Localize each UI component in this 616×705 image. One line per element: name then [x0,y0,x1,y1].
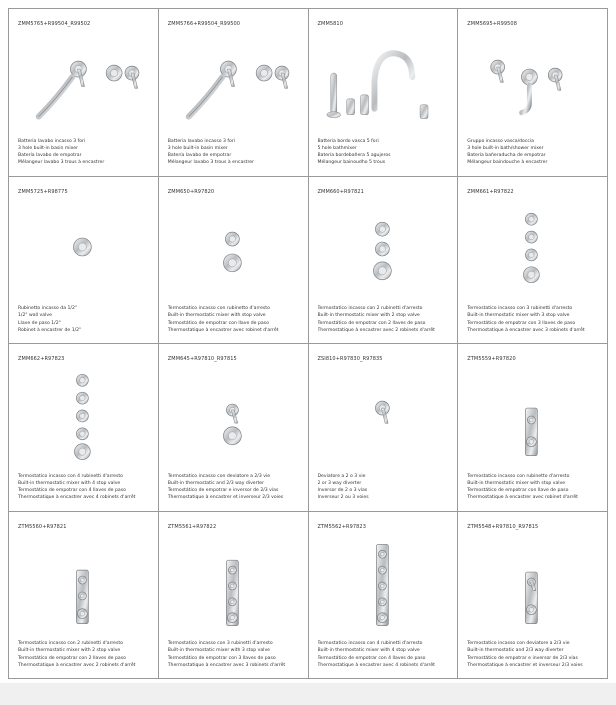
plate-thermostatic-2-valve-icon [9,536,158,628]
product-description [168,473,304,502]
concealed-bath-mixer-icon [458,33,607,125]
product-code: ZMM645+R97810_R97815 [167,356,237,362]
product-illustration [458,201,607,293]
product-code: ZTM5559+R97820 [467,356,516,362]
description-line: Termostatico incasso con 2 rubinetti d'arresto [317,306,423,312]
product-illustration [9,368,158,460]
description-line: Batería lavabo de empotrar [167,153,232,159]
thermostatic-diverter-icon [159,368,308,460]
description-line: Thermostatique à encastrer avec 3 robinets d'arrêt [167,662,286,668]
description-line: Built-in thermostatic mixer with stop valve [467,480,566,486]
description-line: Deviatore a 2 o 3 vie [317,473,366,479]
product-description [18,473,154,502]
description-line: 3 hole built-in bath/shower mixer [467,145,544,151]
product-description [318,473,454,502]
product-description [318,640,454,669]
deck-bath-mixer-5-hole-icon [309,33,458,125]
product-code: ZMM650+R97820 [167,188,215,195]
thermostatic-2-valve-icon [309,201,458,293]
description-line: Batería lavabo de empotrar [18,153,82,159]
description-line: Termostatico incasso con rubinetto d'arresto [167,306,270,312]
product-description [318,138,454,167]
product-description [18,305,154,334]
product-illustration [9,33,158,125]
product-description [168,138,304,167]
product-illustration [458,368,607,460]
description-line: Batería bañeraducha de empotrar [467,153,546,159]
product-code: ZMM5810 [317,21,343,27]
description-line: Built-in thermostatic mixer with 4 stop valve [18,480,121,486]
product-illustration [309,33,458,125]
product-cell [458,512,608,680]
product-illustration [458,536,607,628]
description-line: 3 hole built-in basin mixer [18,145,78,151]
description-line: 2 or 3 way diverter [317,480,362,486]
product-code: ZTM5561+R97822 [167,523,217,530]
description-line: Termostático de empotrar con 4 llaves de paso [317,655,426,661]
thermostatic-3-valve-icon [458,201,607,293]
description-line: Thermostatique à encastrer avec 2 robinets d'arrêt [18,662,136,668]
stop-valve-icon [9,201,158,293]
description-line: Built-in thermostatic mixer with 2 stop valve [317,313,420,319]
description-line: Termostático de empotrar e inversor de 2/3 vías [467,655,578,661]
product-illustration [9,536,158,628]
product-cell [159,512,309,680]
product-cell [159,9,309,177]
product-code: ZMM661+R97822 [467,188,514,195]
description-line: Mélangeur lavabo 3 trous à encastrer [167,160,254,166]
product-illustration [9,201,158,293]
plate-thermostatic-3-valve-icon [159,536,308,628]
description-line: Llave de paso 1/2" [18,320,61,326]
description-line: Batteria lavabo incasso 3 fori [18,138,86,144]
product-cell [309,177,459,345]
description-line: Termostático de empotrar con llave de paso [467,488,569,494]
product-illustration [159,201,308,293]
product-code: ZTM5560+R97821 [18,523,67,530]
description-line: Built-in thermostatic mixer with 2 stop valve [18,648,121,654]
product-code: ZTM5548+R97810_R97815 [467,523,539,530]
product-cell [159,177,309,345]
product-code: ZSI810+R97830_R97835 [317,356,383,362]
description-line: Robinet à encastrer de 1/2" [18,327,82,333]
product-description [467,473,603,502]
product-code: ZMM660+R97821 [317,188,364,195]
product-cell [309,9,459,177]
description-line: Termostatico incasso con 4 rubinetti d'arresto [18,473,123,479]
description-line: Termostatico incasso con 3 rubinetti d'arresto [467,306,573,312]
plate-thermostatic-1-valve-icon [458,368,607,460]
thermostatic-4-valve-icon [9,368,158,460]
diverter-lever-icon [309,368,458,460]
product-description [467,138,603,167]
product-grid [8,8,608,679]
description-line: Termostatico incasso con rubinetto d'arresto [467,473,570,479]
product-code: ZTM5562+R97823 [317,523,366,530]
description-line: Batería bordebañera 5 agujeros [317,153,391,159]
description-line: Built-in thermostatic mixer with stop valve [167,313,266,319]
description-line: Termostatico incasso con 3 rubinetti d'arresto [167,641,273,647]
product-cell [9,9,159,177]
description-line: Termostático de empotrar con 4 llaves de paso [18,488,126,494]
description-line: Built-in thermostatic and 2/3 way diverter [167,480,265,486]
description-line: Termostatico incasso con 4 rubinetti d'arresto [317,641,423,647]
product-cell [458,344,608,512]
description-line: Thermostatique à encastrer avec robinet d'arrêt [467,495,578,501]
description-line: Built-in thermostatic and 2/3 way diverter [467,648,564,654]
thermostatic-1-valve-icon [159,201,308,293]
wall-basin-mixer-3-hole-icon [9,33,158,125]
description-line: Termostático de empotrar con 2 llaves de paso [317,320,426,326]
product-cell [309,344,459,512]
product-illustration [309,201,458,293]
description-line: Thermostatique à encastrer avec 3 robinets d'arrêt [467,327,585,333]
page-footer-bar [0,683,616,705]
plate-thermostatic-diverter-icon [458,536,607,628]
description-line: Built-in thermostatic mixer with 3 stop valve [167,648,271,654]
product-code: ZMM5765+R99504_R99502 [18,21,91,27]
description-line: Mélangeur baindouche à encastrer [467,160,548,166]
description-line: Termostático de empotrar con llave de paso [167,320,269,326]
description-line: Termostatico incasso con 2 rubinetti d'arresto [18,641,123,647]
description-line: Thermostatique à encastrer avec 4 robinets d'arrêt [317,662,435,668]
product-code: ZMM662+R97823 [18,356,65,362]
description-line: Rubinetto incasso da 1/2" [18,306,77,312]
description-line: Termostatico incasso con deviatore a 2/3 vie [467,641,570,647]
product-description [18,640,154,669]
product-illustration [309,536,458,628]
description-line: Termostático de empotrar con 2 llaves de paso [18,655,126,661]
product-illustration [159,536,308,628]
description-line: Termostático de empotrar con 3 llaves de paso [467,320,576,326]
description-line: Thermostatique à encastrer et inverseur 2/3 voies [167,495,284,501]
description-line: Built-in thermostatic mixer with 3 stop valve [467,313,570,319]
product-description [168,305,304,334]
description-line: Mélangeur lavabo 3 trous à encastrer [18,160,105,166]
product-description [467,305,603,334]
product-description [168,640,304,669]
product-code: ZMM5725+R98775 [18,188,68,195]
product-illustration [458,33,607,125]
description-line: Batteria lavabo incasso 3 fori [167,138,235,144]
description-line: Termostático de empotrar e inversor de 2/3 vías [167,488,279,494]
description-line: Thermostatique à encastrer avec 4 robinets d'arrêt [18,495,136,501]
description-line: Gruppo incasso vasca/doccia [467,138,534,144]
product-cell [458,177,608,345]
product-cell [458,9,608,177]
product-cell [159,344,309,512]
product-cell [9,344,159,512]
product-illustration [159,33,308,125]
product-illustration [159,368,308,460]
description-line: 5 hole bathmixer [317,145,357,151]
product-cell [309,512,459,680]
description-line: 3 hole built-in basin mixer [167,145,228,151]
product-description [467,640,603,669]
description-line: Mélangeur bainoudho 5 trous [317,160,386,166]
description-line: 1/2" wall valve [18,313,52,319]
description-line: Thermostatique à encastrer avec robinet d'arrêt [167,327,279,333]
product-illustration [309,368,458,460]
description-line: Termostático de empotrar con 3 llaves de paso [167,655,276,661]
description-line: Thermostatique à encastrer et inverseur 2/3 voies [467,662,583,668]
product-cell [9,512,159,680]
product-description [18,138,154,167]
description-line: Inversor de 2 o 3 vías [317,488,368,494]
description-line: Built-in thermostatic mixer with 4 stop valve [317,648,420,654]
description-line: Termostatico incasso con deviatore a 2/3 vie [167,473,271,479]
description-line: Batteria bordo vasca 5 fori [317,138,379,144]
wall-basin-mixer-3-hole-icon [159,33,308,125]
product-cell [9,177,159,345]
product-description [318,305,454,334]
description-line: Thermostatique à encastrer avec 2 robinets d'arrêt [317,327,435,333]
description-line: Inverseur 2 ou 3 voies [317,495,369,501]
plate-thermostatic-4-valve-icon [309,536,458,628]
product-code: ZMM5695+R99508 [467,21,517,27]
product-code: ZMM5766+R99504_R99500 [167,21,241,27]
